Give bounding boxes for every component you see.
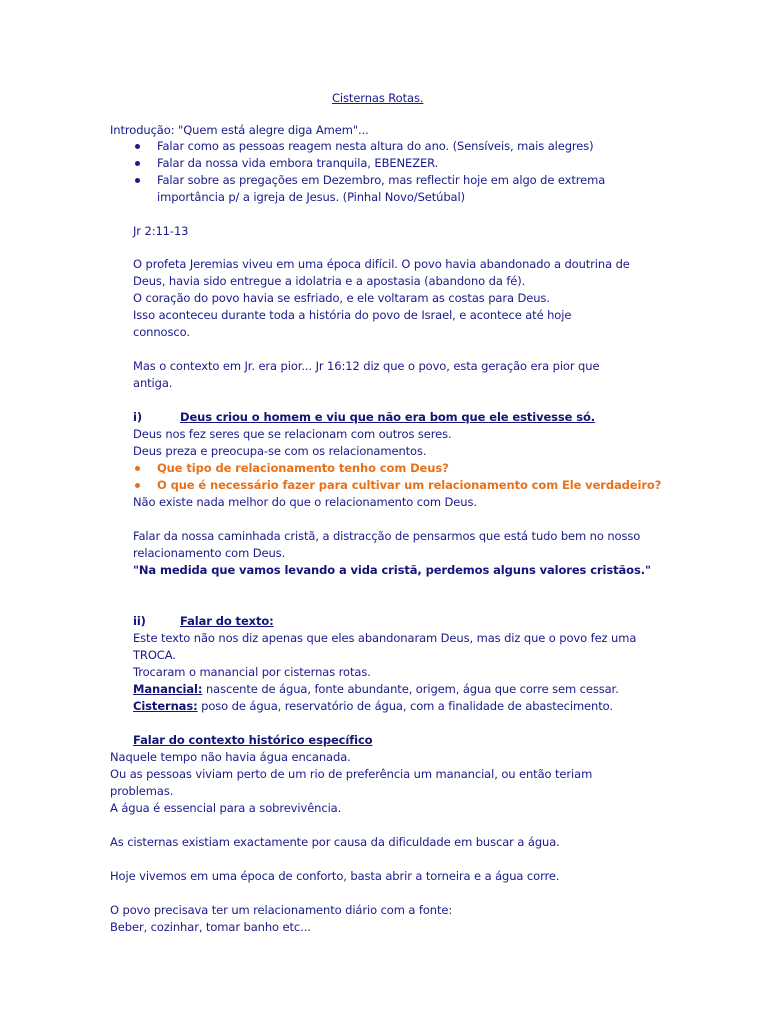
section1-number: i) (133, 410, 142, 424)
para1-line-4: Isso aconteceu durante toda a história do povo de Israel, e acontece até hoje (133, 308, 572, 322)
para1-line-1: O profeta Jeremias viveu em uma época difícil. O povo havia abandonado a doutrina de (133, 257, 630, 271)
context-heading: Falar do contexto histórico específico (133, 733, 373, 747)
section1-quote: "Na medida que vamos levando a vida cristã, perdemos alguns valores cristãos." (133, 563, 651, 577)
definition-term: Manancial: (133, 682, 203, 696)
context-line-4: A água é essencial para a sobrevivência. (110, 801, 342, 815)
section1-walk-2: relacionamento com Deus. (133, 546, 286, 560)
section1-after: Não existe nada melhor do que o relacionamento com Deus. (133, 495, 477, 509)
para1-line-2: Deus, havia sido entregue a idolatria e a apostasia (abandono da fé). (133, 274, 526, 288)
section1-line-2: Deus preza e preocupa-se com os relacionamentos. (133, 444, 427, 458)
context-today: Hoje vivemos em uma época de conforto, basta abrir a torneira e a água corre. (110, 869, 560, 883)
bullet-icon (135, 466, 140, 471)
question-1: Que tipo de relacionamento tenho com Deus? (157, 461, 449, 475)
question-2: O que é necessário fazer para cultivar um relacionamento com Ele verdadeiro? (157, 478, 662, 492)
para1-line-5: connosco. (133, 325, 190, 339)
section2-line-2: TROCA. (133, 648, 176, 662)
section2-heading: Falar do texto: (180, 614, 274, 628)
para1-line-3: O coração do povo havia se esfriado, e ele voltaram as costas para Deus. (133, 291, 550, 305)
scripture-reference: Jr 2:11-13 (133, 224, 189, 238)
section2-number: ii) (133, 614, 146, 628)
section1-heading: Deus criou o homem e viu que não era bom que ele estivesse só. (180, 410, 596, 424)
context-line-3: problemas. (110, 784, 174, 798)
context-daily-1: O povo precisava ter um relacionamento diário com a fonte: (110, 903, 453, 917)
intro-bullet-2: Falar da nossa vida embora tranquila, EBENEZER. (157, 156, 439, 170)
bullet-icon (135, 161, 140, 166)
definition-text: nascente de água, fonte abundante, origem, água que corre sem cessar. (202, 682, 619, 696)
section1-line-1: Deus nos fez seres que se relacionam com outros seres. (133, 427, 452, 441)
document-title: Cisternas Rotas. (332, 91, 424, 105)
section2-line-3: Trocaram o manancial por cisternas rotas. (133, 665, 371, 679)
para2-line-1: Mas o contexto em Jr. era pior... Jr 16:12 diz que o povo, esta geração era pior que (133, 359, 600, 373)
definition-term: Cisternas: (133, 699, 198, 713)
context-daily-2: Beber, cozinhar, tomar banho etc... (110, 920, 311, 934)
section2-line-1: Este texto não nos diz apenas que eles abandonaram Deus, mas diz que o povo fez uma (133, 631, 637, 645)
bullet-icon (135, 483, 140, 488)
context-line-2: Ou as pessoas viviam perto de um rio de preferência um manancial, ou então teriam (110, 767, 593, 781)
context-line-1: Naquele tempo não havia água encanada. (110, 750, 351, 764)
definition-text: poso de água, reservatório de água, com a finalidade de abastecimento. (197, 699, 613, 713)
definition-manancial (133, 681, 619, 697)
bullet-icon (135, 178, 140, 183)
bullet-icon (135, 144, 140, 149)
intro-bullet-1: Falar como as pessoas reagem nesta altura do ano. (Sensíveis, mais alegres) (157, 139, 594, 153)
section1-walk-1: Falar da nossa caminhada cristã, a distracção de pensarmos que está tudo bem no nosso (133, 529, 641, 543)
definition-cisternas (133, 698, 613, 714)
context-cisterns: As cisternas existiam exactamente por causa da dificuldade em buscar a água. (110, 835, 560, 849)
intro-label: Introdução: "Quem está alegre diga Amem"... (110, 123, 369, 137)
intro-bullet-3: Falar sobre as pregações em Dezembro, mas reflectir hoje em algo de extrema (157, 173, 606, 187)
para2-line-2: antiga. (133, 376, 173, 390)
intro-bullet-3-cont: importância p/ a igreja de Jesus. (Pinhal Novo/Setúbal) (157, 190, 465, 204)
